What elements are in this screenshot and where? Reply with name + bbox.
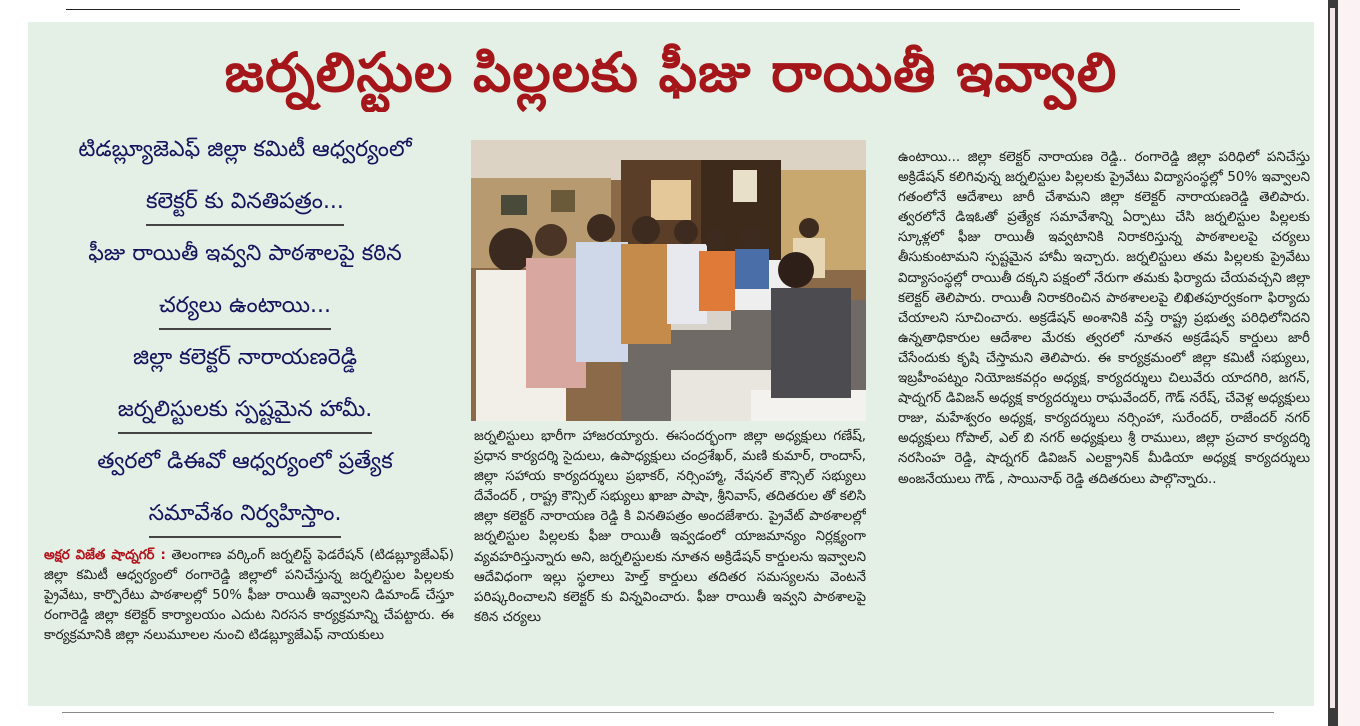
- kicker-line-6: జర్నలిస్టులకు స్పష్టమైన హామీ.: [36, 388, 454, 440]
- bottom-rule: [62, 712, 1274, 713]
- kicker-line-3: ఫీజు రాయితీ ఇవ్వని పాఠశాలపై కఠిన: [88, 241, 402, 266]
- article-headline: జర్నలిస్టుల పిల్లలకు ఫీజు రాయితీ ఇవ్వాలి: [224, 41, 1118, 104]
- top-rule: [66, 9, 1240, 10]
- page-edge: [1338, 0, 1360, 726]
- dateline: అక్షర విజేత షాద్నగర్ :: [44, 548, 166, 563]
- body-text-3: ఉంటాయి... జిల్లా కలెక్టర్ నారాయణ రెడ్డి.. రంగారెడ్డి జిల్లా పరిధిలో పనిచేస్తు అక్రిడేషన్ కలిగివున్న జర్నలిస్టుల పిల్లలకు ప్రైవేటు విద్యాసంస్థల్లో 50% ఇవ్వాలని గతంలోనే ఆదేశాలు జారీ చేశామని జిల్లా కలెక్టర్ నారాయణరెడ్డి తెలిపారు. త్వరలోనే డిఇఓతో ప్రత్యేక సమావేశాన్ని ఏర్పాటు చేసి జర్నలిస్టుల పిల్లలకు స్కూళ్లలో ఫీజు రాయితీ ఇవ్వటానికి నిరాకరిస్తున్న పాఠశాలలపై చర్యలు తీసుకుంటామని స్పష్టమైన హామీ ఇచ్చారు. జర్నలిస్టులు తమ పిల్లలకు ప్రైవేటు విద్యాసంస్థల్లో రాయితీ దక్కని పక్షంలో నేరుగా తమకు ఫిర్యాదు చేయవచ్చని జిల్లా కలెక్టర్ తెలిపారు. రాయితీ నిరాకరించిన పాఠశాలలపై లిఖితపూర్వకంగా ఫిర్యాదు చేయాలని సూచించారు. అక్రడేషన్ అంశానికి వస్తే రాష్ట్ర ప్రభుత్వ పరిధిలోనిదని ఉన్నతాధికారుల ఆదేశాల మేరకు త్వరలో నూతన అక్రడేషన్ కార్డులు జారీ చేసేందుకు కృషి చేస్తామని తెలిపారు. ఈ కార్యక్రమంలో జిల్లా కమిటీ సభ్యులు, ఇబ్రహీంపట్నం నియోజకవర్గం అధ్యక్ష, కార్యదర్శులు చిలువేరు యాదగిరి, జగన్, షాద్నగర్ డివిజన్ అధ్యక్ష కార్యదర్శులు రాఘవేందర్, గౌడ్ నరేష్, చేవెళ్ల అధ్యక్షులు రాజు, మహేశ్వరం అధ్యక్ష, కార్యదర్శులు నర్సింహా, సురేందర్, రాజేందర్ నగర్ అధ్యక్షులు గోపాల్, ఎల్ బి నగర్ అధ్యక్షులు శ్రీ రాములు, జిల్లా ప్రచార కార్యదర్శి నరసింహ రెడ్డి, షాద్నగర్ డివిజన్ ఎలక్ట్రానిక్ మీడియా అధ్యక్ష కార్యదర్శులు అంజనేయులు గౌడ్ , సాయినాథ్ రెడ్డి తదితరులు పాల్గొన్నారు..: [898, 150, 1310, 487]
- body-text-2: జర్నలిస్టులు భారీగా హాజరయ్యారు. ఈసందర్భంగా జిల్లా అధ్యక్షులు గణేష్, ప్రధాన కార్యదర్శి సైదులు, ఉపాధ్యక్షులు చంద్రశేఖర్, మణి కుమార్, రాందాస్, జిల్లా సహాయ కార్యదర్శులు ప్రభాకర్, నర్సింహ్మా, నేషనల్ కౌన్సిల్ సభ్యులు దేవేందర్ , రాష్ట్ర కౌన్సిల్ సభ్యులు ఖాజా పాషా, శ్రీనివాస్, తదితరుల తో కలిసి జిల్లా కలెక్టర్ నారాయణ రెడ్డి కి వినతిపత్రం అందజేశారు. ప్రైవేట్ పాఠశాలల్లో జర్నలిస్టుల పిల్లలకు ఫీజు రాయితీ ఇవ్వడంలో యాజమాన్యం నిర్లక్ష్యంగా వ్యవహరిస్తున్నారు అని, జర్నలిస్టులకు నూతన అక్రిడేషన్ కార్డులను ఇవ్వాలని ఆదేవిధంగా ఇల్లు స్థలాలు హెల్త్ కార్డులు తదితర సమస్యలను వెంటనే పరిష్కరించాలని కలెక్టర్ కు విన్నవించారు. ఫీజు రాయితీ ఇవ్వని పాఠశాలపై కఠిన చర్యలు: [474, 429, 866, 625]
- body-column-2: [474, 427, 866, 699]
- news-photo: [471, 140, 866, 421]
- kicker-line-8: సమావేశం నిర్వహిస్తాం.: [36, 492, 454, 544]
- body-text-1: తెలంగాణ వర్కింగ్ జర్నలిస్ట్ ఫెడరేషన్ (టిడబ్ల్యూజేఎఫ్) జిల్లా కమిటీ ఆధ్వర్యంలో రంగారెడ్డి జిల్లాలో పనిచేస్తున్న జర్నలిస్టుల పిల్లలకు ప్రైవేటు, కార్పొరేటు పాఠశాలల్లో 50% ఫీజు రాయితీ ఇవ్వాలని డిమాండ్ చేస్తూ రంగారెడ్డి జిల్లా కలెక్టర్ కార్యాలయం ఎదుట నిరసన కార్యక్రమాన్ని చేపట్టారు. ఈ కార్యక్రమానికి జిల్లా నలుమూలల నుంచి టిడబ్ల్యూజేఎఫ్ నాయకులు: [44, 548, 454, 644]
- kicker-block: [36, 128, 454, 544]
- body-column-3: [898, 148, 1310, 700]
- kicker-line-5: జిల్లా కలెక్టర్ నారాయణరెడ్డి: [133, 345, 357, 370]
- kicker-line-2: కలెక్టర్ కు వినతిపత్రం...: [36, 180, 454, 232]
- scrollbar-thumb[interactable]: [1330, 8, 1335, 708]
- group-photo-icon: [471, 140, 866, 421]
- body-column-1: [44, 546, 454, 702]
- kicker-line-7: త్వరలో డిఈవో ఆధ్వర్యంలో ప్రత్యేక: [97, 449, 393, 474]
- kicker-line-1: టిడబ్ల్యూజెఎఫ్ జిల్లా కమిటీ ఆధ్వర్యంలో: [78, 137, 412, 162]
- kicker-line-4: చర్యలు ఉంటాయి...: [36, 284, 454, 336]
